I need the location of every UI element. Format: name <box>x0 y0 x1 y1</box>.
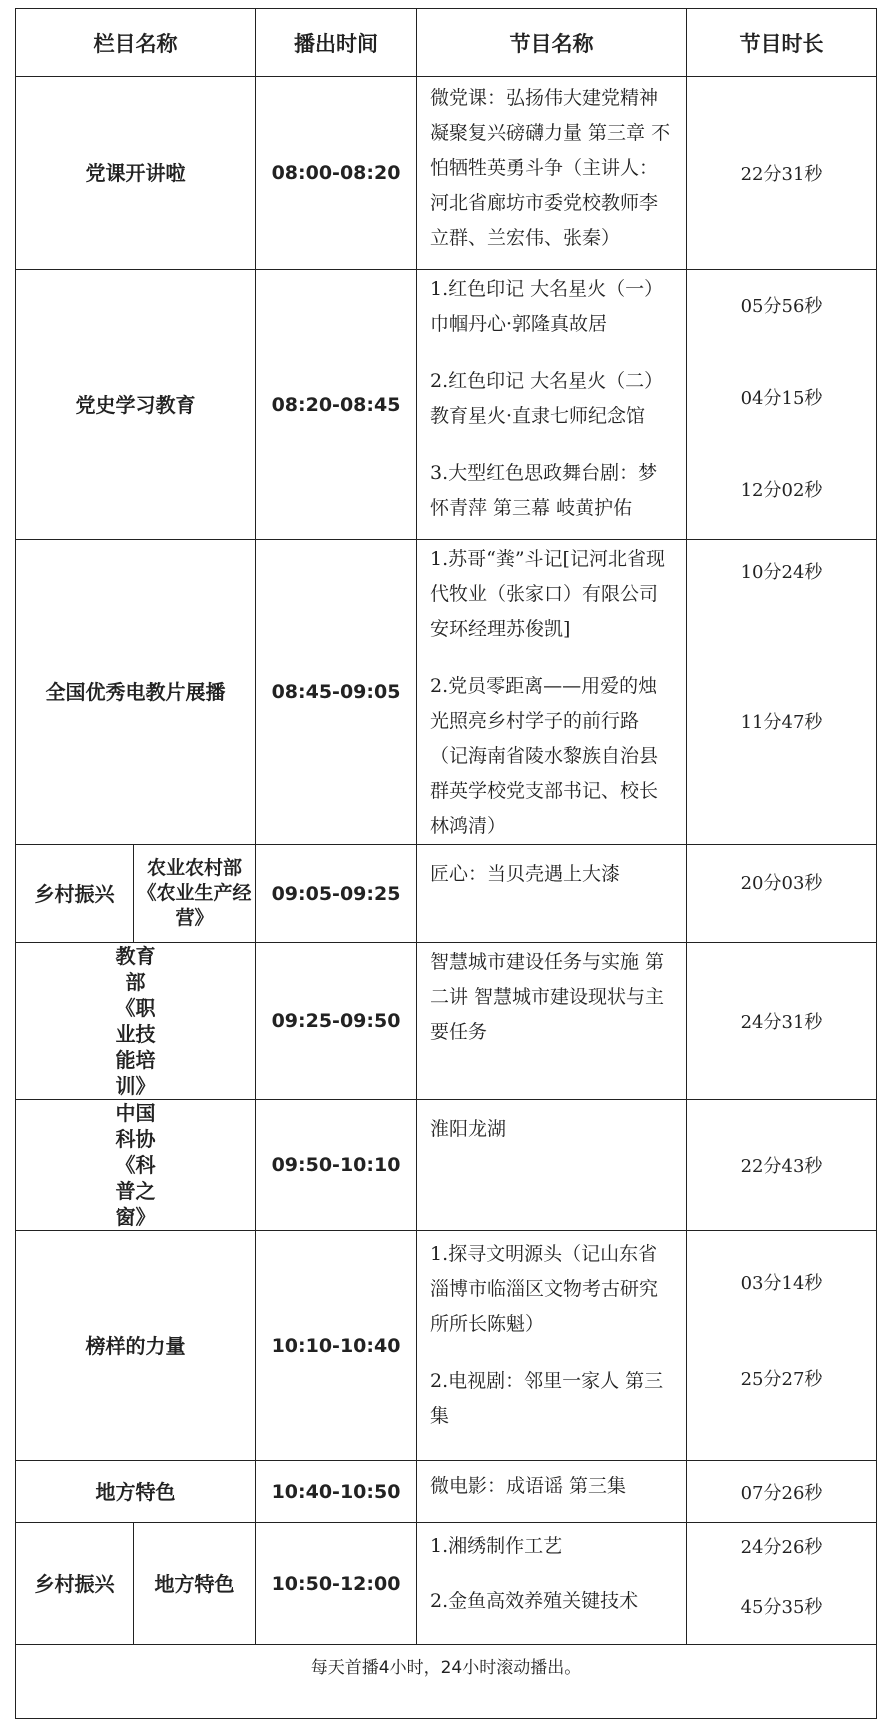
program-cell <box>417 1461 687 1523</box>
category-cell: 乡村振兴 <box>16 1523 134 1645</box>
table-row <box>16 1523 877 1645</box>
program-title: 2.党员零距离——用爱的烛光照亮乡村学子的前行路（记海南省陵水黎族自治县群英学校党支部书记、校长林鸿清） <box>430 675 659 837</box>
table-row <box>16 845 877 943</box>
program-duration: 22分43秒 <box>740 1156 823 1177</box>
duration-cell <box>687 1523 877 1645</box>
program-duration: 20分03秒 <box>740 873 823 894</box>
category-cell: 党史学习教育 <box>16 270 256 540</box>
time-cell: 09:25-09:50 <box>256 943 417 1100</box>
program-duration: 24分31秒 <box>740 1012 823 1033</box>
duration-cell <box>687 1231 877 1461</box>
program-title: 3.大型红色思政舞台剧：梦怀青萍 第三幕 岐黄护佑 <box>430 462 658 519</box>
header-time: 播出时间 <box>256 9 417 77</box>
duration-cell <box>687 77 877 270</box>
category-cell: 地方特色 <box>16 1461 256 1523</box>
program-cell <box>417 1231 687 1461</box>
program-title: 1.湘绣制作工艺 <box>430 1535 563 1557</box>
program-title: 2.电视剧：邻里一家人 第三集 <box>430 1370 664 1427</box>
program-cell <box>417 845 687 943</box>
program-cell <box>417 77 687 270</box>
table-row <box>16 77 877 270</box>
duration-cell <box>687 943 877 1100</box>
header-program: 节目名称 <box>417 9 687 77</box>
program-duration: 05分56秒 <box>740 296 823 317</box>
time-cell: 09:05-09:25 <box>256 845 417 943</box>
time-cell: 08:00-08:20 <box>256 77 417 270</box>
program-duration: 45分35秒 <box>740 1597 823 1618</box>
program-title: 1.红色印记 大名星火（一）巾帼丹心·郭隆真故居 <box>430 278 664 335</box>
time-cell: 10:10-10:40 <box>256 1231 417 1461</box>
subcategory-cell: 农业农村部《农业生产经营》 <box>134 845 256 943</box>
duration-cell <box>687 845 877 943</box>
category-cell: 乡村振兴 <box>16 845 134 943</box>
program-duration: 10分24秒 <box>740 562 823 583</box>
duration-cell <box>687 1100 877 1231</box>
program-cell <box>417 270 687 540</box>
table-row <box>16 1461 877 1523</box>
subcategory-cell: 地方特色 <box>134 1523 256 1645</box>
program-title: 智慧城市建设任务与实施 第二讲 智慧城市建设现状与主要任务 <box>430 951 665 1043</box>
footer-note: 每天首播4小时，24小时滚动播出。 <box>16 1645 877 1719</box>
program-title: 淮阳龙湖 <box>430 1118 507 1140</box>
category-cell: 党课开讲啦 <box>16 77 256 270</box>
time-cell: 08:20-08:45 <box>256 270 417 540</box>
category-cell: 全国优秀电教片展播 <box>16 540 256 845</box>
program-duration: 12分02秒 <box>740 480 823 501</box>
time-cell: 10:40-10:50 <box>256 1461 417 1523</box>
time-cell: 10:50-12:00 <box>256 1523 417 1645</box>
program-title: 2.红色印记 大名星火（二）教育星火·直隶七师纪念馆 <box>430 370 664 427</box>
category-cell: 教育部《职业技能培训》 <box>16 943 256 1100</box>
program-duration: 03分14秒 <box>740 1273 823 1294</box>
program-title: 微党课：弘扬伟大建党精神 凝聚复兴磅礴力量 第三章 不怕牺牲英勇斗争（主讲人：河北省廊坊市委党校教师李立群、兰宏伟、张秦） <box>430 87 671 249</box>
schedule-table <box>15 8 877 1719</box>
program-duration: 22分31秒 <box>740 164 823 185</box>
program-duration: 11分47秒 <box>740 712 823 733</box>
program-cell <box>417 1100 687 1231</box>
program-cell <box>417 943 687 1100</box>
header-duration: 节目时长 <box>687 9 877 77</box>
program-cell <box>417 540 687 845</box>
time-cell: 09:50-10:10 <box>256 1100 417 1231</box>
program-duration: 07分26秒 <box>740 1482 823 1504</box>
table-row <box>16 540 877 845</box>
table-row <box>16 270 877 540</box>
table-row <box>16 1100 877 1231</box>
program-duration: 25分27秒 <box>740 1369 823 1390</box>
program-title: 微电影：成语谣 第三集 <box>430 1475 627 1497</box>
program-title: 1.探寻文明源头（记山东省淄博市临淄区文物考古研究所所长陈魁） <box>430 1243 659 1335</box>
program-title: 匠心：当贝壳遇上大漆 <box>430 863 621 885</box>
program-duration: 04分15秒 <box>740 388 823 409</box>
program-title: 2.金鱼高效养殖关键技术 <box>430 1590 639 1612</box>
header-category: 栏目名称 <box>16 9 256 77</box>
schedule-document <box>15 8 876 1719</box>
category-cell: 榜样的力量 <box>16 1231 256 1461</box>
program-cell <box>417 1523 687 1645</box>
duration-cell <box>687 540 877 845</box>
duration-cell <box>687 270 877 540</box>
table-row <box>16 943 877 1100</box>
header-row <box>16 9 877 77</box>
category-cell: 中国科协《科普之窗》 <box>16 1100 256 1231</box>
program-title: 1.苏哥“粪”斗记[记河北省现代牧业（张家口）有限公司安环经理苏俊凯] <box>430 548 665 640</box>
duration-cell <box>687 1461 877 1523</box>
time-cell: 08:45-09:05 <box>256 540 417 845</box>
program-duration: 24分26秒 <box>740 1537 823 1558</box>
footer-row <box>16 1645 877 1719</box>
table-row <box>16 1231 877 1461</box>
